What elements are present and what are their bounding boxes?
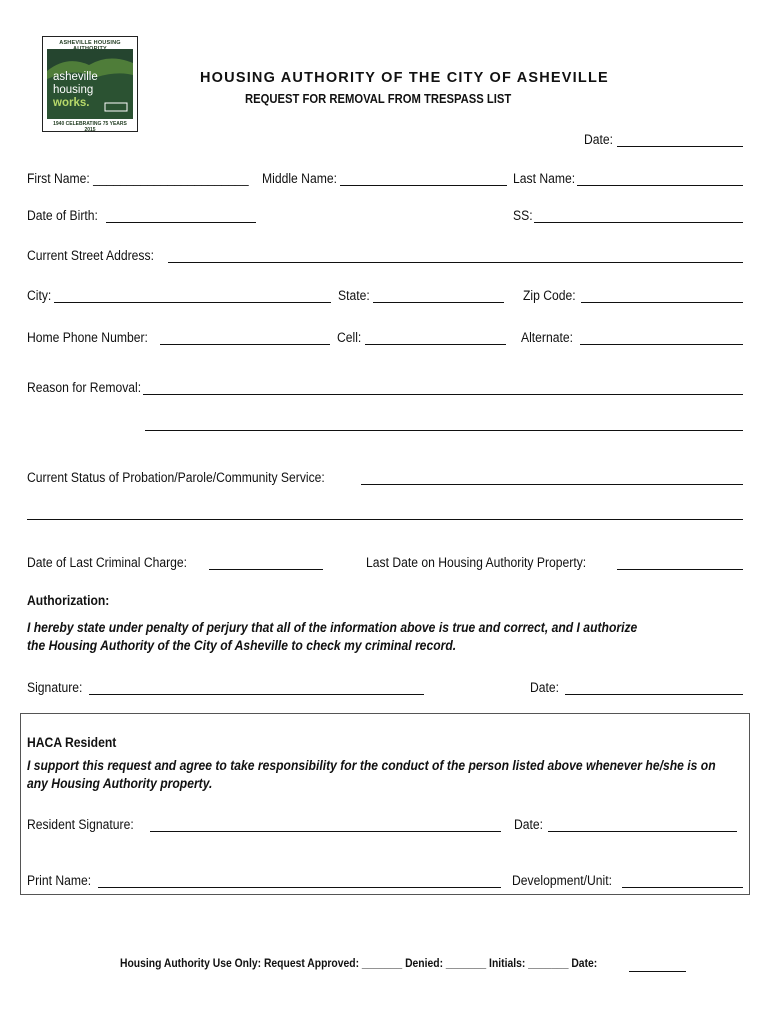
- zip-field[interactable]: [581, 302, 743, 303]
- office-use-footer: Housing Authority Use Only: Request Approved: _______ Denied: _______ Initials: _______ Date:: [120, 958, 598, 970]
- first-name-label: First Name: _______________________: [27, 171, 249, 186]
- signature-date-label: Date:: [530, 680, 560, 695]
- logo-word-works: works.: [53, 97, 90, 109]
- city-field[interactable]: [54, 302, 331, 303]
- asheville-housing-logo: [42, 36, 138, 132]
- print-name-field[interactable]: [98, 887, 501, 888]
- reason-label: Reason for Removal:: [27, 380, 142, 395]
- logo-bottom-text: 1940 CELEBRATING 75 YEARS 2015: [53, 121, 127, 133]
- cell-label: Cell:: [337, 330, 362, 345]
- dob-label: Date of Birth:: [27, 208, 98, 223]
- resident-text-line-2: any Housing Authority property.: [27, 776, 213, 791]
- status-field-line-1[interactable]: [361, 484, 743, 485]
- last-date-property-label: Last Date on Housing Authority Property:: [366, 555, 587, 570]
- ss-field[interactable]: [534, 222, 743, 223]
- logo-panel: [47, 49, 133, 119]
- date-label: Date:: [584, 132, 614, 147]
- home-phone-label: Home Phone Number:: [27, 330, 148, 345]
- cell-field[interactable]: [365, 344, 506, 345]
- print-name-label: Print Name:: [27, 873, 92, 888]
- ss-label: SS:: [513, 208, 533, 223]
- zip-label: Zip Code:: [523, 288, 576, 303]
- authorization-text-line-2: the Housing Authority of the City of Asheville to check my criminal record.: [27, 638, 457, 653]
- signature-field[interactable]: [89, 694, 424, 695]
- last-name-field[interactable]: [577, 185, 743, 186]
- last-name-label: Last Name:: [513, 171, 576, 186]
- page-subtitle: REQUEST FOR REMOVAL FROM TRESPASS LIST: [245, 92, 512, 106]
- address-label: Current Street Address:: [27, 248, 154, 263]
- last-date-property-field[interactable]: [617, 569, 743, 570]
- authorization-heading: Authorization:: [27, 593, 110, 608]
- reason-field-line-2[interactable]: [145, 430, 743, 431]
- signature-label: Signature:: [27, 680, 83, 695]
- last-charge-field[interactable]: [209, 569, 323, 570]
- signature-date-field[interactable]: [565, 694, 743, 695]
- resident-date-field[interactable]: [548, 831, 737, 832]
- logo-word-asheville: asheville: [53, 71, 98, 83]
- resident-section: [20, 713, 750, 895]
- page-title: HOUSING AUTHORITY OF THE CITY OF ASHEVILLE: [200, 70, 609, 86]
- reason-field-line-1[interactable]: [143, 394, 743, 395]
- resident-text-line-1: I support this request and agree to take responsibility for the conduct of the person listed above whenever he/she is on: [27, 758, 716, 773]
- alternate-field[interactable]: [580, 344, 743, 345]
- resident-signature-label: Resident Signature:: [27, 817, 134, 832]
- development-label: Development/Unit:: [512, 873, 612, 888]
- status-label: Current Status of Probation/Parole/Community Service:: [27, 470, 325, 485]
- resident-signature-field[interactable]: [150, 831, 501, 832]
- alternate-label: Alternate:: [521, 330, 574, 345]
- office-date-field[interactable]: [629, 971, 686, 972]
- development-field[interactable]: [622, 887, 743, 888]
- state-field[interactable]: [373, 302, 504, 303]
- resident-date-label: Date:: [514, 817, 544, 832]
- authorization-text-line-1: I hereby state under penalty of perjury that all of the information above is true and correct, and I authorize: [27, 620, 638, 635]
- status-field-line-2[interactable]: [27, 519, 743, 520]
- home-phone-field[interactable]: [160, 344, 330, 345]
- dob-field[interactable]: [106, 222, 256, 223]
- city-label: City:: [27, 288, 52, 303]
- last-charge-label: Date of Last Criminal Charge:: [27, 555, 188, 570]
- logo-top-text: ASHEVILLE HOUSING: [59, 40, 121, 46]
- address-field[interactable]: [168, 262, 743, 263]
- state-label: State:: [338, 288, 370, 303]
- date-field[interactable]: [617, 146, 743, 147]
- middle-name-label: Middle Name:: [262, 171, 337, 186]
- middle-name-field[interactable]: [340, 185, 507, 186]
- logo-word-housing: housing: [53, 84, 94, 96]
- resident-heading: HACA Resident: [27, 735, 117, 750]
